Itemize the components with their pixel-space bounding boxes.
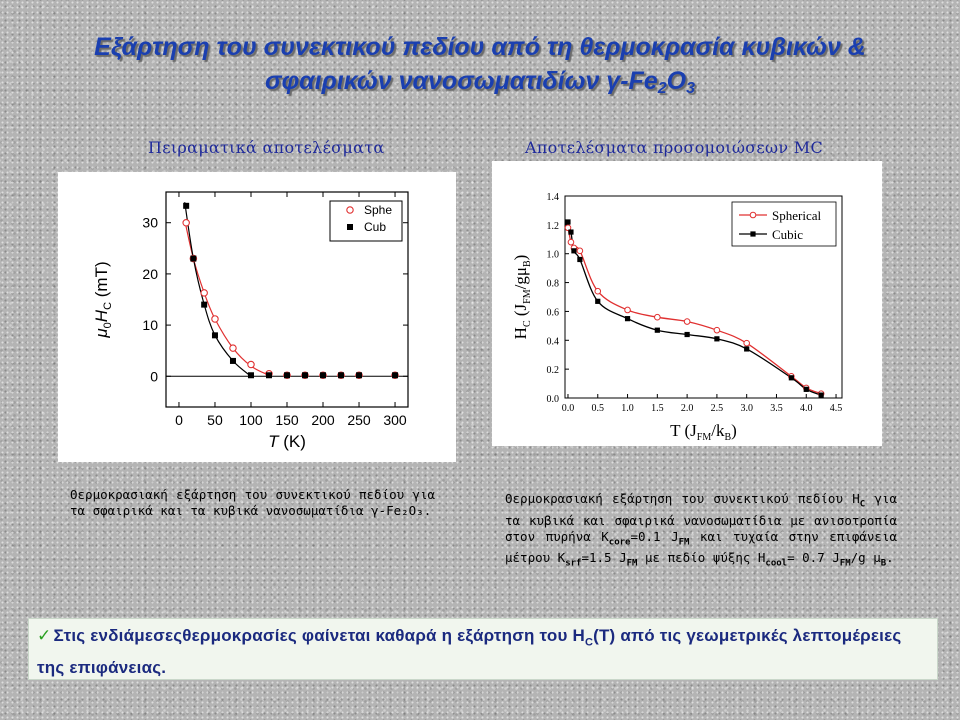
chart2-point-cubic-5 <box>625 316 630 321</box>
chart2-x-tick-label-8: 4.0 <box>800 403 813 414</box>
title-line-1: Εξάρτηση του συνεκτικού πεδίου από τη θερμοκρασία κυβικών & <box>94 33 866 61</box>
chart1-point-sphe-3 <box>212 316 218 322</box>
chart2-point-spherical-9 <box>744 340 750 346</box>
chart1-point-cub-2 <box>201 302 207 308</box>
simulation-chart-panel <box>492 161 882 446</box>
chart2-x-tick-label-5: 2.5 <box>710 403 724 414</box>
chart2-point-cubic-4 <box>595 299 600 304</box>
chart1-point-cub-7 <box>284 372 290 378</box>
chart2-point-cubic-0 <box>565 219 570 224</box>
chart1-legend-marker-1 <box>347 224 353 230</box>
chart2-y-tick-label-6: 1.2 <box>546 220 559 232</box>
chart1-x-tick-label-5: 250 <box>347 412 371 428</box>
chart2-point-spherical-3 <box>577 248 583 254</box>
chart1-fit-curve-cub <box>185 202 251 376</box>
chart1-point-cub-1 <box>190 256 196 262</box>
chart2-point-cubic-9 <box>744 346 749 351</box>
chart1-point-cub-6 <box>266 372 272 378</box>
chart1-x-axis-label: T (K) <box>268 432 306 451</box>
simulation-chart <box>492 161 882 446</box>
caption-simulation: Θερμοκρασιακή εξάρτηση του συνεκτικού πεδίου $H_C$ για τα κυβικά και σφαιρικά νανοσωματίδια με ανισοτροπία στον πυρήνα $K_{core}=0.1$ $J_{FM}$ και τυχαία στην επιφάνεια μέτρου $K_{srf}=1.5$ $J_{FM}$ με πεδίο ψύξης $H_{cool}= 0.7$ $J_{FM}/g$ $\mu_B$. <box>505 491 897 569</box>
chart2-point-cubic-11 <box>804 387 809 392</box>
chart2-point-spherical-8 <box>714 327 720 333</box>
chart1-x-tick-label-3: 150 <box>275 412 299 428</box>
chart2-x-tick-label-6: 3.0 <box>740 403 753 414</box>
chart2-x-tick-label-1: 0.5 <box>591 403 605 414</box>
chart1-point-cub-3 <box>212 332 218 338</box>
chart2-y-tick-label-2: 0.4 <box>546 336 559 348</box>
chart1-legend-label-0: Sphe <box>364 203 393 217</box>
chart1-x-tick-label-2: 100 <box>239 412 263 428</box>
chart2-point-spherical-7 <box>684 319 690 325</box>
chart2-x-axis-label: T $(J_{FM}/k_B)$ <box>670 421 737 443</box>
chart2-point-cubic-7 <box>685 332 690 337</box>
chart2-y-tick-label-0: 0.0 <box>546 394 559 405</box>
chart2-y-tick-label-5: 1.0 <box>546 249 559 261</box>
chart1-y-tick-label-0: 0 <box>150 368 158 385</box>
chart2-x-tick-label-4: 2.0 <box>680 403 694 414</box>
chart2-point-spherical-4 <box>595 288 601 294</box>
chart2-legend-marker-1 <box>750 231 755 236</box>
subhead-experimental: Πειραματικά αποτελέσματα <box>148 138 385 157</box>
chart1-point-sphe-0 <box>183 220 189 226</box>
chart2-x-tick-label-2: 1.0 <box>621 403 634 414</box>
chart2-x-tick-label-9: 4.5 <box>829 403 843 414</box>
chart1-legend-label-1: Cub <box>364 220 387 234</box>
chart2-point-cubic-1 <box>568 229 573 234</box>
slide-title <box>0 30 960 106</box>
chart1-x-tick-label-4: 200 <box>311 412 335 428</box>
chart2-y-axis-label: $H_C$ $(J_{FM}/g\mu_B)$ <box>511 254 533 340</box>
chart2-point-cubic-6 <box>655 328 660 333</box>
chart2-line-spherical <box>568 228 821 394</box>
chart1-legend-marker-0 <box>347 207 353 213</box>
chart2-y-tick-label-1: 0.2 <box>546 365 559 377</box>
chart1-point-cub-4 <box>230 358 236 364</box>
chart2-y-tick-label-7: 1.4 <box>546 192 559 203</box>
chart2-x-tick-label-7: 3.5 <box>770 403 783 414</box>
chart2-y-tick-label-4: 0.8 <box>546 278 559 290</box>
chart1-y-tick-label-2: 20 <box>142 265 158 282</box>
chart1-point-cub-12 <box>392 372 398 378</box>
caption-experimental: Θερμοκρασιακή εξάρτηση του συνεκτικού πεδίου για τα σφαιρικά και τα κυβικά νανοσωματίδια γ-Fe₂O₃. <box>70 487 435 518</box>
chart2-point-cubic-10 <box>789 375 794 380</box>
chart2-point-cubic-12 <box>819 393 824 398</box>
subhead-simulation: Αποτελέσματα προσομοιώσεων MC <box>525 138 823 157</box>
chart2-point-spherical-1 <box>568 239 574 245</box>
chart1-point-sphe-5 <box>248 361 254 367</box>
chart2-x-tick-label-3: 1.5 <box>651 403 664 414</box>
chart2-point-spherical-6 <box>655 314 661 320</box>
chart1-point-cub-11 <box>356 372 362 378</box>
chart2-x-tick-label-0: 0.0 <box>561 403 575 414</box>
conclusion-box: ✓ Στις ενδιάμεσεςθερμοκρασίες φαίνεται καθαρά η εξάρτηση του $H_C(T)$ από τις γεωμετρικές λεπτομέρειες της επιφάνειας. <box>28 618 938 680</box>
chart2-line-cubic <box>568 222 821 395</box>
chart2-y-tick-label-3: 0.6 <box>546 307 559 319</box>
chart1-point-sphe-4 <box>230 345 236 351</box>
chart2-legend-label-0: Spherical <box>772 208 822 223</box>
chart1-y-tick-label-1: 10 <box>142 317 158 334</box>
chart2-point-cubic-3 <box>577 257 582 262</box>
experimental-chart <box>58 172 456 462</box>
chart1-point-sphe-2 <box>201 290 207 296</box>
chart1-fit-curve-sphe <box>185 220 269 375</box>
chart1-x-tick-label-1: 50 <box>207 412 223 428</box>
chart2-legend-marker-0 <box>750 212 756 218</box>
chart1-point-cub-9 <box>320 372 326 378</box>
chart1-legend <box>330 201 402 241</box>
chart2-legend <box>732 202 836 246</box>
chart2-point-spherical-5 <box>625 307 631 313</box>
title-line-2: σφαιρικών νανοσωματιδίων $\gamma-Fe_2O_3$ <box>265 67 695 97</box>
chart2-point-cubic-8 <box>714 336 719 341</box>
chart1-x-tick-label-0: 0 <box>175 412 183 428</box>
chart1-point-cub-5 <box>248 372 254 378</box>
chart1-x-tick-label-6: 300 <box>383 412 407 428</box>
chart1-y-tick-label-3: 30 <box>142 214 158 231</box>
chart1-y-axis-label-text: $\mu_0H_C$ (mT) <box>92 261 114 338</box>
chart2-legend-label-1: Cubic <box>772 227 804 242</box>
chart1-point-cub-0 <box>183 203 189 209</box>
checkmark-icon: ✓ <box>37 626 52 645</box>
experimental-chart-panel <box>58 172 456 462</box>
chart1-point-cub-10 <box>338 372 344 378</box>
chart2-point-cubic-2 <box>571 248 576 253</box>
chart1-point-cub-8 <box>302 372 308 378</box>
